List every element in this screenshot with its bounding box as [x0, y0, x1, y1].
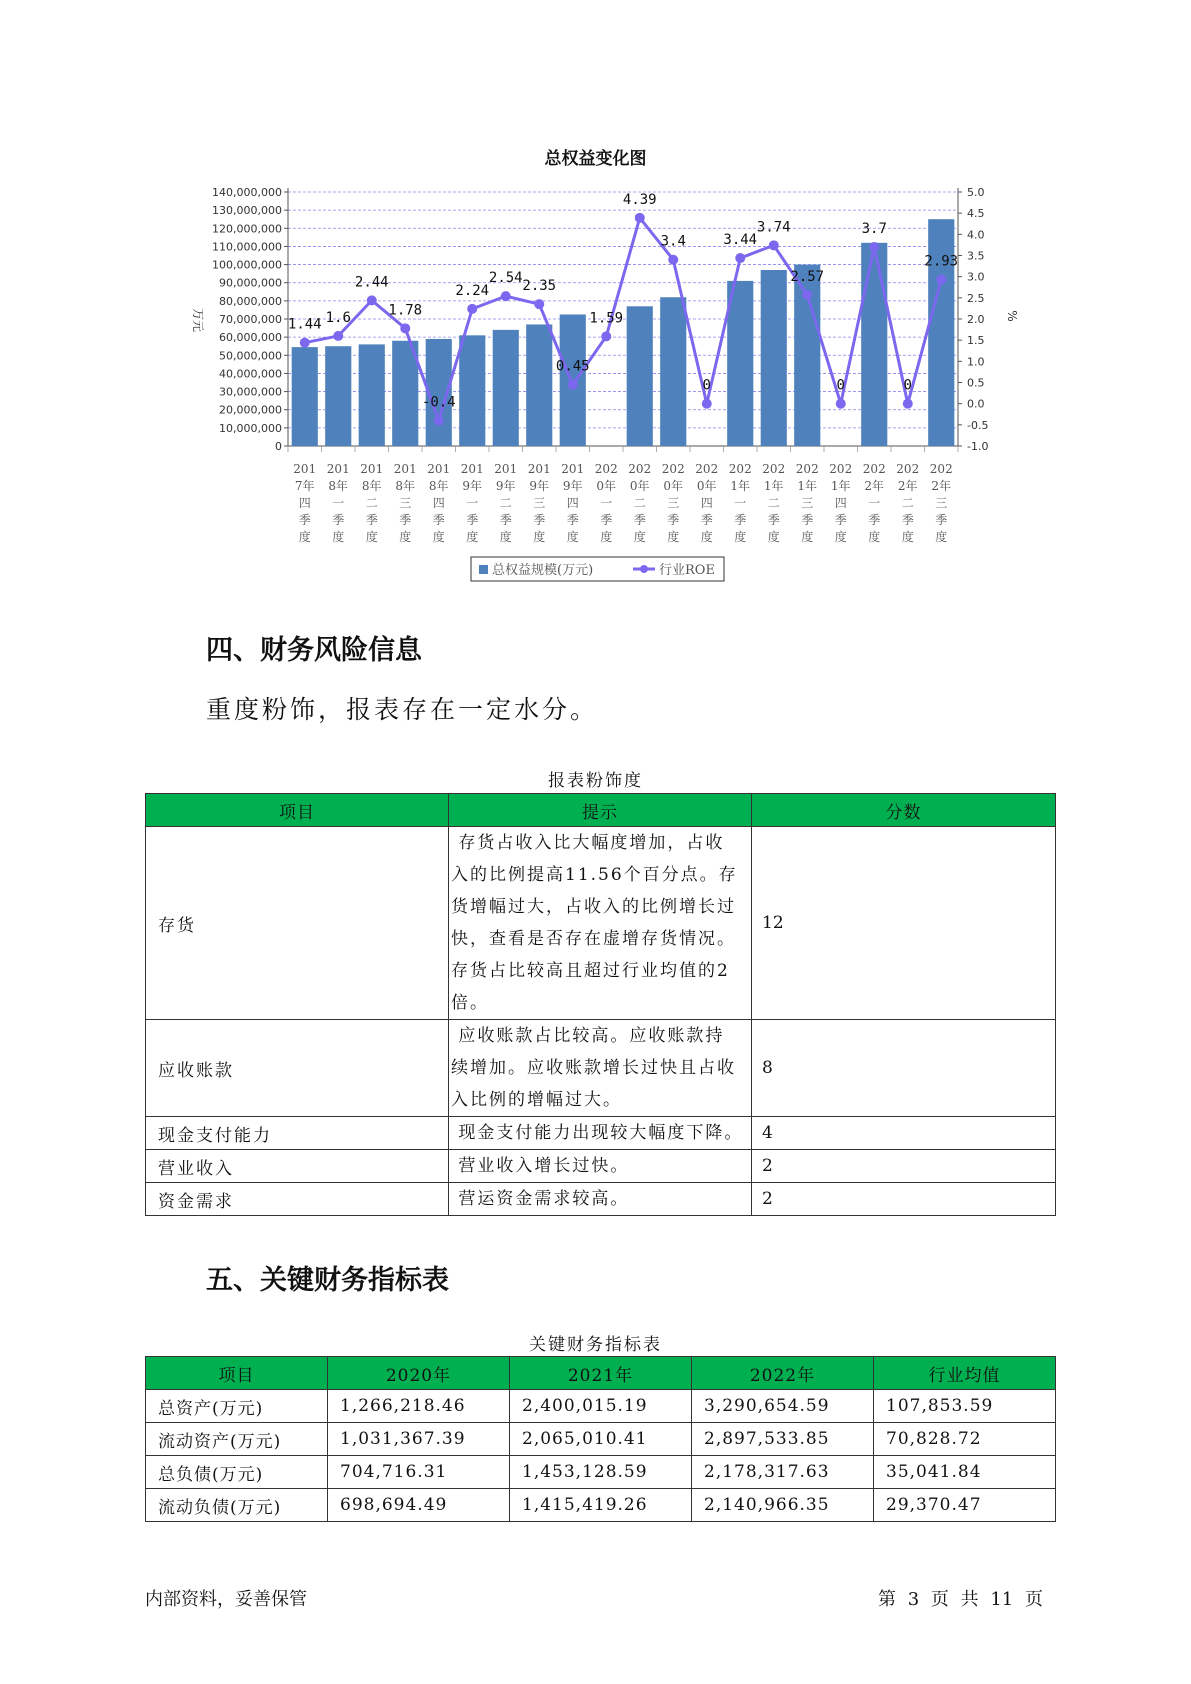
- legend-bar-swatch: [479, 565, 488, 574]
- kpi-item: 总资产(万元): [146, 1390, 328, 1423]
- roe-point: [769, 240, 779, 250]
- roe-data-label: 3.7: [861, 221, 887, 238]
- x-tick-label: 202: [762, 462, 786, 476]
- bar: [459, 335, 485, 446]
- x-tick-label: 度: [298, 530, 311, 544]
- header-item: 项目: [146, 1357, 328, 1390]
- kpi-value: 2,065,010.41: [510, 1423, 692, 1456]
- y2-tick-label: 3.0: [967, 270, 985, 284]
- risk-hint-line: 营业收入增长过快。: [451, 1156, 630, 1176]
- header-hint: 提示: [449, 794, 752, 827]
- risk-hint: [449, 827, 752, 1020]
- x-tick-label: 202: [862, 462, 886, 476]
- x-tick-label: 2年: [864, 479, 885, 493]
- x-tick-label: 季: [298, 513, 311, 527]
- roe-data-label: 1.59: [589, 310, 624, 327]
- header-2022: 2022年: [692, 1357, 874, 1390]
- x-tick-label: 二: [633, 496, 646, 510]
- roe-point: [568, 380, 578, 390]
- risk-hint-line: 倍。: [451, 993, 489, 1013]
- y2-tick-label: 1.5: [967, 334, 985, 348]
- y-tick-label: 70,000,000: [219, 313, 282, 326]
- x-tick-label: 四: [432, 496, 445, 510]
- risk-hint: [449, 1150, 752, 1183]
- x-tick-label: 202: [795, 462, 819, 476]
- roe-data-label: 3.44: [723, 232, 758, 249]
- x-tick-label: 三: [667, 496, 680, 510]
- risk-item: 资金需求: [146, 1183, 449, 1216]
- bar: [761, 270, 787, 446]
- roe-point: [501, 291, 511, 301]
- kpi-item: 总负债(万元): [146, 1456, 328, 1489]
- x-tick-label: 9年: [462, 479, 483, 493]
- roe-data-label: 2.54: [488, 270, 523, 287]
- y-tick-label: 140,000,000: [212, 186, 282, 199]
- x-tick-label: 1年: [763, 479, 784, 493]
- y2-tick-label: 4.5: [967, 207, 985, 221]
- x-tick-label: 度: [767, 530, 780, 544]
- kpi-value: 107,853.59: [874, 1390, 1056, 1423]
- x-tick-label: 度: [801, 530, 814, 544]
- x-tick-label: 三: [935, 496, 948, 510]
- y-tick-label: 50,000,000: [219, 349, 282, 363]
- risk-summary: 重度粉饰，报表存在一定水分。: [206, 695, 599, 724]
- x-tick-label: 201: [393, 462, 417, 476]
- y2-tick-label: 2.0: [967, 313, 985, 326]
- x-tick-label: 度: [901, 530, 914, 544]
- roe-data-label: 0: [903, 377, 912, 394]
- x-tick-label: 度: [566, 530, 579, 544]
- x-tick-label: 三: [399, 496, 412, 510]
- x-tick-label: 二: [767, 496, 780, 510]
- section5-heading: 五、关键财务指标表: [206, 1265, 449, 1296]
- y2-tick-label: -1.0: [967, 440, 989, 453]
- x-tick-label: 度: [432, 530, 445, 544]
- roe-point: [903, 399, 913, 409]
- roe-point: [702, 399, 712, 409]
- x-tick-label: 季: [935, 513, 948, 527]
- kpi-item: 流动资产(万元): [146, 1423, 328, 1456]
- roe-data-label: 2.93: [924, 253, 959, 270]
- y2-axis-title: %: [1005, 310, 1019, 322]
- x-tick-label: 0年: [629, 479, 650, 493]
- x-tick-label: 度: [734, 530, 747, 544]
- x-tick-label: 季: [466, 513, 479, 527]
- y-tick-label: 80,000,000: [219, 294, 282, 308]
- x-tick-label: 202: [628, 462, 652, 476]
- bar: [727, 281, 753, 446]
- table-row: [146, 1456, 1056, 1489]
- x-tick-label: 度: [466, 530, 479, 544]
- risk-item: 营业收入: [146, 1150, 449, 1183]
- x-tick-label: 201: [360, 462, 384, 476]
- roe-point: [668, 255, 678, 265]
- risk-hint: [449, 1183, 752, 1216]
- risk-table-caption: 报表粉饰度: [548, 771, 643, 791]
- x-tick-label: 季: [332, 513, 345, 527]
- x-tick-label: 季: [600, 513, 613, 527]
- table-row: [146, 1489, 1056, 1522]
- table-row: [146, 1183, 1056, 1216]
- roe-point: [601, 331, 611, 341]
- y-tick-label: 110,000,000: [212, 240, 282, 254]
- risk-score: 2: [752, 1150, 1056, 1183]
- x-tick-label: 季: [834, 513, 847, 527]
- x-tick-label: 季: [365, 513, 378, 527]
- kpi-value: 70,828.72: [874, 1423, 1056, 1456]
- x-tick-label: 四: [298, 496, 311, 510]
- y2-tick-label: -0.5: [967, 418, 989, 432]
- equity-chart: [0, 0, 1191, 600]
- x-tick-label: 7年: [294, 479, 315, 493]
- y-tick-label: 120,000,000: [212, 222, 282, 236]
- y2-tick-label: 1.0: [967, 355, 985, 369]
- x-tick-label: 2年: [897, 479, 918, 493]
- y-tick-label: 90,000,000: [219, 276, 282, 290]
- y-tick-label: 20,000,000: [219, 403, 282, 417]
- risk-hint-line: 存货占收入比大幅度增加，占收: [451, 833, 725, 853]
- x-tick-label: 度: [399, 530, 412, 544]
- x-tick-label: 1年: [797, 479, 818, 493]
- x-tick-label: 二: [901, 496, 914, 510]
- table-row: [146, 1020, 1056, 1117]
- x-tick-label: 季: [432, 513, 445, 527]
- kpi-value: 1,266,218.46: [328, 1390, 510, 1423]
- roe-data-label: 0.45: [555, 358, 590, 375]
- table-row: [146, 1423, 1056, 1456]
- x-tick-label: 8年: [395, 479, 416, 493]
- roe-data-label: 2.57: [790, 268, 825, 285]
- risk-score: 12: [752, 827, 1056, 1020]
- roe-point: [300, 338, 310, 348]
- x-tick-label: 二: [499, 496, 512, 510]
- y-tick-label: 10,000,000: [219, 421, 282, 435]
- kpi-value: 2,897,533.85: [692, 1423, 874, 1456]
- header-2021: 2021年: [510, 1357, 692, 1390]
- chart-title: 总权益变化图: [544, 149, 647, 169]
- risk-hint-line: 续增加。应收账款增长过快且占收: [451, 1058, 736, 1078]
- bar: [359, 344, 385, 446]
- x-tick-label: 202: [728, 462, 752, 476]
- risk-hint-line: 现金支付能力出现较大幅度下降。: [451, 1123, 744, 1143]
- bar: [660, 297, 686, 446]
- x-tick-label: 8年: [328, 479, 349, 493]
- x-tick-label: 一: [466, 496, 479, 510]
- bar: [292, 347, 318, 446]
- kpi-value: 35,041.84: [874, 1456, 1056, 1489]
- x-tick-label: 度: [332, 530, 345, 544]
- risk-hint-line: 应收账款占比较高。应收账款持: [451, 1026, 725, 1046]
- table-row: [146, 1390, 1056, 1423]
- risk-hint: [449, 1117, 752, 1150]
- roe-point: [434, 416, 444, 426]
- kpi-value: 2,140,966.35: [692, 1489, 874, 1522]
- risk-hint-line: 存货占比较高且超过行业均值的2: [451, 961, 730, 981]
- x-tick-label: 四: [834, 496, 847, 510]
- y2-tick-label: 4.0: [967, 228, 985, 242]
- roe-point: [735, 253, 745, 263]
- x-tick-label: 度: [834, 530, 847, 544]
- kpi-value: 29,370.47: [874, 1489, 1056, 1522]
- x-tick-label: 1年: [730, 479, 751, 493]
- x-tick-label: 度: [700, 530, 713, 544]
- roe-data-label: 2.44: [354, 274, 389, 291]
- x-tick-label: 三: [801, 496, 814, 510]
- x-tick-label: 三: [533, 496, 546, 510]
- risk-hint-line: 快，查看是否存在虚增存货情况。: [451, 929, 736, 949]
- section4-heading: 四、财务风险信息: [206, 635, 422, 666]
- x-tick-label: 度: [667, 530, 680, 544]
- header-2020: 2020年: [328, 1357, 510, 1390]
- x-tick-label: 季: [633, 513, 646, 527]
- roe-data-label: 2.24: [455, 282, 490, 299]
- roe-data-label: -0.4: [421, 394, 456, 411]
- roe-point: [936, 275, 946, 285]
- risk-hint-line: 入的比例提高11.56个百分点。存: [451, 865, 738, 885]
- x-tick-label: 季: [566, 513, 579, 527]
- roe-data-label: 2.35: [522, 278, 557, 295]
- risk-score: 2: [752, 1183, 1056, 1216]
- legend-bar-label: 总权益规模(万元): [492, 563, 594, 578]
- table-row: [146, 1117, 1056, 1150]
- risk-hint-line: 货增幅过大，占收入的比例增长过: [451, 897, 736, 917]
- x-tick-label: 9年: [529, 479, 550, 493]
- kpi-value: 704,716.31: [328, 1456, 510, 1489]
- x-tick-label: 季: [868, 513, 881, 527]
- x-tick-label: 202: [896, 462, 920, 476]
- x-tick-label: 一: [734, 496, 747, 510]
- x-tick-label: 0年: [663, 479, 684, 493]
- x-tick-label: 0年: [596, 479, 617, 493]
- x-tick-label: 度: [499, 530, 512, 544]
- x-tick-label: 度: [935, 530, 948, 544]
- x-tick-label: 度: [868, 530, 881, 544]
- risk-score: 4: [752, 1117, 1056, 1150]
- roe-data-label: 4.39: [622, 191, 657, 208]
- kpi-value: 3,290,654.59: [692, 1390, 874, 1423]
- y-tick-label: 30,000,000: [219, 385, 282, 399]
- x-tick-label: 季: [801, 513, 814, 527]
- kpi-value: 1,031,367.39: [328, 1423, 510, 1456]
- kpi-value: 2,400,015.19: [510, 1390, 692, 1423]
- bar: [493, 330, 519, 446]
- x-tick-label: 201: [527, 462, 551, 476]
- x-tick-label: 202: [594, 462, 618, 476]
- y2-tick-label: 5.0: [967, 186, 985, 199]
- roe-point: [802, 290, 812, 300]
- x-tick-label: 季: [499, 513, 512, 527]
- y-tick-label: 60,000,000: [219, 331, 282, 345]
- kpi-value: 698,694.49: [328, 1489, 510, 1522]
- roe-data-label: 0: [836, 377, 845, 394]
- roe-data-label: 3.74: [756, 219, 791, 236]
- x-tick-label: 201: [494, 462, 518, 476]
- kpi-value: 1,453,128.59: [510, 1456, 692, 1489]
- roe-data-label: 3.4: [660, 233, 686, 250]
- roe-point: [333, 331, 343, 341]
- roe-point: [467, 304, 477, 314]
- risk-item: 存货: [146, 827, 449, 1020]
- y2-tick-label: 2.5: [967, 291, 985, 305]
- legend-line-marker: [640, 565, 648, 573]
- risk-item: 应收账款: [146, 1020, 449, 1117]
- x-tick-label: 8年: [428, 479, 449, 493]
- y2-tick-label: 0.5: [967, 376, 985, 390]
- y-tick-label: 40,000,000: [219, 367, 282, 381]
- x-tick-label: 201: [293, 462, 317, 476]
- x-tick-label: 季: [399, 513, 412, 527]
- y2-tick-label: 0.0: [967, 397, 985, 411]
- x-tick-label: 201: [427, 462, 451, 476]
- x-tick-label: 季: [767, 513, 780, 527]
- roe-point: [400, 323, 410, 333]
- bar: [861, 243, 887, 446]
- roe-point: [836, 399, 846, 409]
- kpi-table: [145, 1356, 1056, 1522]
- x-tick-label: 一: [600, 496, 613, 510]
- risk-item: 现金支付能力: [146, 1117, 449, 1150]
- x-tick-label: 度: [533, 530, 546, 544]
- x-tick-label: 202: [929, 462, 953, 476]
- x-tick-label: 2年: [931, 479, 952, 493]
- x-tick-label: 季: [533, 513, 546, 527]
- kpi-table-caption: 关键财务指标表: [529, 1335, 662, 1355]
- x-tick-label: 二: [365, 496, 378, 510]
- x-tick-label: 季: [901, 513, 914, 527]
- table-row: [146, 1150, 1056, 1183]
- x-tick-label: 201: [460, 462, 484, 476]
- x-tick-label: 202: [695, 462, 719, 476]
- roe-data-label: 1.6: [325, 309, 351, 326]
- roe-point: [534, 299, 544, 309]
- kpi-value: 2,178,317.63: [692, 1456, 874, 1489]
- kpi-item: 流动负债(万元): [146, 1489, 328, 1522]
- x-tick-label: 一: [868, 496, 881, 510]
- header-item: 项目: [146, 794, 449, 827]
- footer-page-number: 第 3 页 共 11 页: [878, 1589, 1043, 1610]
- x-tick-label: 0年: [696, 479, 717, 493]
- x-tick-label: 度: [633, 530, 646, 544]
- x-tick-label: 202: [661, 462, 685, 476]
- roe-data-label: 0: [702, 377, 711, 394]
- table-row: [146, 827, 1056, 1020]
- x-tick-label: 201: [326, 462, 350, 476]
- y-axis-title: 万元: [191, 307, 205, 333]
- roe-point: [367, 295, 377, 305]
- bar: [526, 324, 552, 446]
- table-header-row: [146, 794, 1056, 827]
- legend-line-label: 行业ROE: [659, 563, 715, 578]
- roe-point: [869, 242, 879, 252]
- x-tick-label: 度: [365, 530, 378, 544]
- risk-hint: [449, 1020, 752, 1117]
- x-tick-label: 201: [561, 462, 585, 476]
- x-tick-label: 8年: [361, 479, 382, 493]
- risk-hint-line: 入比例的增幅过大。: [451, 1090, 622, 1110]
- x-tick-label: 202: [829, 462, 853, 476]
- x-tick-label: 度: [600, 530, 613, 544]
- roe-data-label: 1.44: [287, 316, 322, 333]
- header-industry-avg: 行业均值: [874, 1357, 1056, 1390]
- x-tick-label: 季: [667, 513, 680, 527]
- x-tick-label: 9年: [495, 479, 516, 493]
- footer-confidential: 内部资料，妥善保管: [145, 1589, 307, 1610]
- y-tick-label: 100,000,000: [212, 258, 282, 272]
- table-header-row: [146, 1357, 1056, 1390]
- y-tick-label: 0: [275, 440, 282, 453]
- bar: [325, 346, 351, 446]
- x-tick-label: 1年: [830, 479, 851, 493]
- bar: [627, 306, 653, 446]
- y-tick-label: 130,000,000: [212, 204, 282, 218]
- risk-hint-line: 营运资金需求较高。: [451, 1189, 630, 1209]
- x-tick-label: 一: [332, 496, 345, 510]
- x-tick-label: 季: [700, 513, 713, 527]
- risk-score: 8: [752, 1020, 1056, 1117]
- x-tick-label: 季: [734, 513, 747, 527]
- roe-point: [635, 213, 645, 223]
- y2-tick-label: 3.5: [967, 249, 985, 263]
- kpi-value: 1,415,419.26: [510, 1489, 692, 1522]
- risk-table: [145, 793, 1056, 1216]
- roe-data-label: 1.78: [388, 302, 423, 319]
- x-tick-label: 9年: [562, 479, 583, 493]
- x-tick-label: 四: [566, 496, 579, 510]
- header-score: 分数: [752, 794, 1056, 827]
- x-tick-label: 四: [700, 496, 713, 510]
